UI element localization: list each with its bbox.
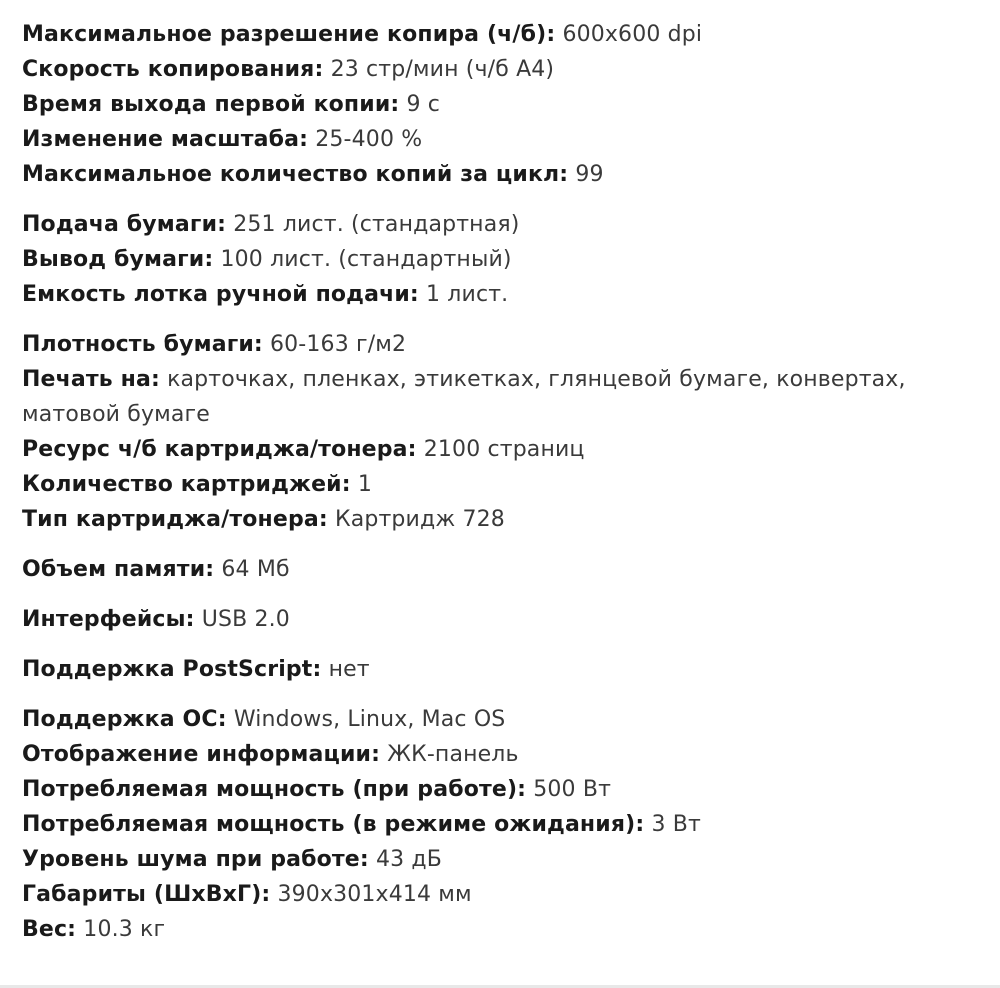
spec-row-interfaces — [22, 602, 987, 637]
spec-row-power-standby — [22, 807, 987, 842]
spec-value: 100 лист. (стандартный) — [220, 247, 512, 272]
spec-row-noise — [22, 842, 987, 877]
spec-label: Количество картриджей: — [22, 472, 351, 497]
spec-row-first-copy-time — [22, 87, 987, 122]
spec-label: Объем памяти: — [22, 557, 215, 582]
spec-row-paper-weight — [22, 327, 987, 362]
spec-value: ЖК-панель — [387, 742, 519, 767]
spec-value: 390x301x414 мм — [277, 882, 472, 907]
spec-group-paper-handling — [22, 207, 987, 312]
spec-value: 500 Вт — [533, 777, 612, 802]
spec-label: Печать на: — [22, 367, 160, 392]
spec-value: 9 с — [406, 92, 441, 117]
spec-value: 1 лист. — [426, 282, 509, 307]
spec-value: 25-400 % — [315, 127, 423, 152]
spec-row-cartridge-type — [22, 502, 987, 537]
spec-value: USB 2.0 — [201, 607, 290, 632]
spec-row-power-active — [22, 772, 987, 807]
spec-row-max-copies — [22, 157, 987, 192]
spec-label: Максимальное количество копий за цикл: — [22, 162, 569, 187]
spec-value: карточках, пленках, этикетках, глянцевой бумаге, конвертах, матовой бумаге — [22, 367, 906, 427]
spec-row-memory — [22, 552, 987, 587]
spec-value: нет — [328, 657, 370, 682]
spec-label: Вес: — [22, 917, 77, 942]
spec-label: Вывод бумаги: — [22, 247, 214, 272]
spec-label: Тип картриджа/тонера: — [22, 507, 328, 532]
spec-row-scaling — [22, 122, 987, 157]
spec-label: Потребляемая мощность (в режиме ожидания): — [22, 812, 645, 837]
spec-value: 99 — [575, 162, 604, 187]
spec-group-postscript — [22, 652, 987, 687]
spec-group-memory — [22, 552, 987, 587]
spec-value: Картридж 728 — [334, 507, 505, 532]
spec-value: 23 стр/мин (ч/б А4) — [330, 57, 555, 82]
spec-label: Габариты (ШхВхГ): — [22, 882, 271, 907]
spec-label: Изменение масштаба: — [22, 127, 309, 152]
spec-label: Уровень шума при работе: — [22, 847, 369, 872]
spec-value: 43 дБ — [375, 847, 442, 872]
spec-label: Интерфейсы: — [22, 607, 195, 632]
spec-label: Отображение информации: — [22, 742, 381, 767]
spec-value: 64 Мб — [221, 557, 290, 582]
spec-value: 60-163 г/м2 — [270, 332, 407, 357]
spec-label: Плотность бумаги: — [22, 332, 263, 357]
spec-value: 1 — [357, 472, 372, 497]
spec-label: Время выхода первой копии: — [22, 92, 400, 117]
spec-label: Максимальное разрешение копира (ч/б): — [22, 22, 556, 47]
spec-row-copy-resolution — [22, 17, 987, 52]
spec-value: 3 Вт — [651, 812, 701, 837]
spec-label: Поддержка ОС: — [22, 707, 227, 732]
spec-group-media-and-supplies — [22, 327, 987, 537]
spec-group-interfaces — [22, 602, 987, 637]
spec-label: Потребляемая мощность (при работе): — [22, 777, 527, 802]
spec-row-manual-tray — [22, 277, 987, 312]
spec-group-copying — [22, 17, 987, 192]
spec-label: Подача бумаги: — [22, 212, 227, 237]
spec-row-os-support — [22, 702, 987, 737]
spec-label: Скорость копирования: — [22, 57, 324, 82]
spec-value: 10.3 кг — [83, 917, 166, 942]
spec-label: Емкость лотка ручной подачи: — [22, 282, 419, 307]
spec-value: Windows, Linux, Mac OS — [233, 707, 506, 732]
spec-value: 2100 страниц — [423, 437, 585, 462]
spec-row-dimensions — [22, 877, 987, 912]
spec-row-copy-speed — [22, 52, 987, 87]
spec-row-paper-output — [22, 242, 987, 277]
spec-row-weight — [22, 912, 987, 947]
spec-row-paper-input — [22, 207, 987, 242]
spec-label: Поддержка PostScript: — [22, 657, 322, 682]
spec-row-cartridge-yield — [22, 432, 987, 467]
spec-sheet — [22, 17, 987, 947]
spec-value: 251 лист. (стандартная) — [233, 212, 520, 237]
spec-label: Ресурс ч/б картриджа/тонера: — [22, 437, 417, 462]
spec-value: 600x600 dpi — [562, 22, 703, 47]
spec-row-display — [22, 737, 987, 772]
spec-row-print-media — [22, 362, 987, 432]
spec-group-general — [22, 702, 987, 947]
spec-row-postscript — [22, 652, 987, 687]
spec-row-cartridge-count — [22, 467, 987, 502]
